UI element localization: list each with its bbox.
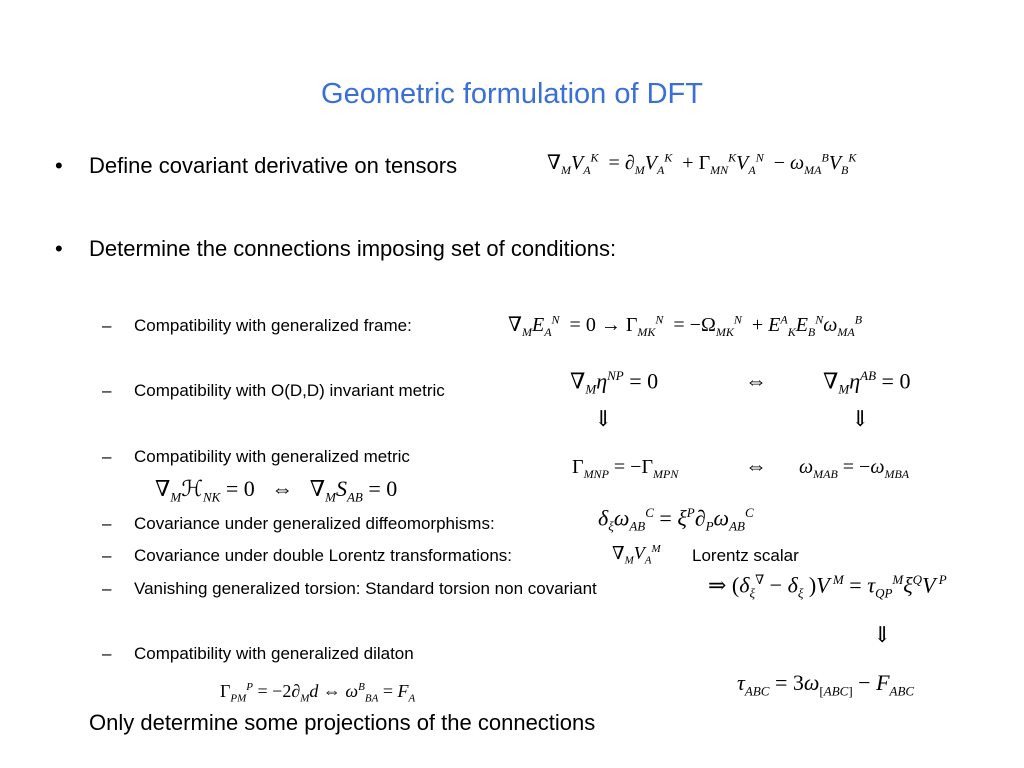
formula-odd-metric-right: $\nabla_M\eta^{AB} = 0$ [823,368,911,397]
subitem-dilaton: Compatibility with generalized dilaton [134,644,414,663]
subitem-gen-metric: Compatibility with generalized metric [134,447,410,466]
subitem-odd-metric: Compatibility with O(D,D) invariant metric [134,381,445,400]
dash-5: – [102,546,112,565]
formula-diffeo: $\delta_\xi\omega_{AB}^C = \xi^P\partial_P\omega_{AB}^C$ [598,505,754,534]
formula-gamma-antisym: $\Gamma_{MNP} = -\Gamma_{MPN}$ [572,456,679,481]
subitem-frame: Compatibility with generalized frame: [134,316,412,335]
dash-2: – [102,381,112,400]
dash-1: – [102,316,112,335]
formula-dilaton: $\Gamma_{PM}^P = -2\partial_Md$ ⇔ $\omega^B_{BA} = F_A$ [220,681,416,705]
equiv-icon-1: ⇔ [745,368,767,393]
dash-4: – [102,514,112,533]
subitem-torsion: Vanishing generalized torsion: Standard torsion non covariant [134,579,597,598]
bullet-dot-1: • [55,153,63,178]
bullet-dot-2: • [55,236,63,261]
dash-7: – [102,644,112,663]
equiv-icon-2: ⇔ [745,453,767,478]
subitem-lorentz: Covariance under double Lorentz transformations: [134,546,512,565]
bullet-text-covariant: Define covariant derivative on tensors [89,153,458,178]
dash-6: – [102,579,112,598]
conclusion-text: Only determine some projections of the connections [89,710,596,735]
implies-down-icon-torsion: ⇓ [873,622,892,647]
dash-3: – [102,447,112,466]
formula-lorentz: $\nabla_MV_A^M$ [612,543,661,567]
subitem-diffeo: Covariance under generalized diffeomorphisms: [134,514,495,533]
bullet-text-connections: Determine the connections imposing set of conditions: [89,236,617,261]
implies-down-icon-right: ⇓ [851,406,870,431]
formula-torsion: ⇒ ($\delta_\xi^\nabla - \delta_\xi$ )V $^M = \tau_{QP}^M\xi^QV$ $^P$ [708,572,947,601]
formula-odd-metric-left: $\nabla_M\eta^{NP} = 0$ [570,368,659,397]
implies-down-icon-left: ⇓ [594,406,613,431]
formula-omega-antisym: $\omega_{MAB} = -\omega_{MBA}$ [799,456,910,481]
formula-covariant-derivative: $\nabla_MV_A^K = \partial_MV_A^K + \Gamma_{MN}^KV_A^N - \omega_{MA}^BV_B^K$ [547,150,857,177]
formula-tau: $\tau_{ABC} = 3\omega_{[ABC]} - F_{ABC}$ [737,670,915,699]
slide-title: Geometric formulation of DFT [321,78,703,110]
formula-frame: $\nabla_ME_A^N = 0 \to \Gamma_{MK}^N = -\Omega_{MK}^N + E^A_KE_B^N\omega_{MA}^B$ [508,312,863,339]
lorentz-scalar-label: Lorentz scalar [692,546,799,565]
formula-gen-metric: $\nabla_Mℋ_{NK} = 0$ ⇔ $\nabla_MS_{AB} = 0$ [155,476,398,505]
